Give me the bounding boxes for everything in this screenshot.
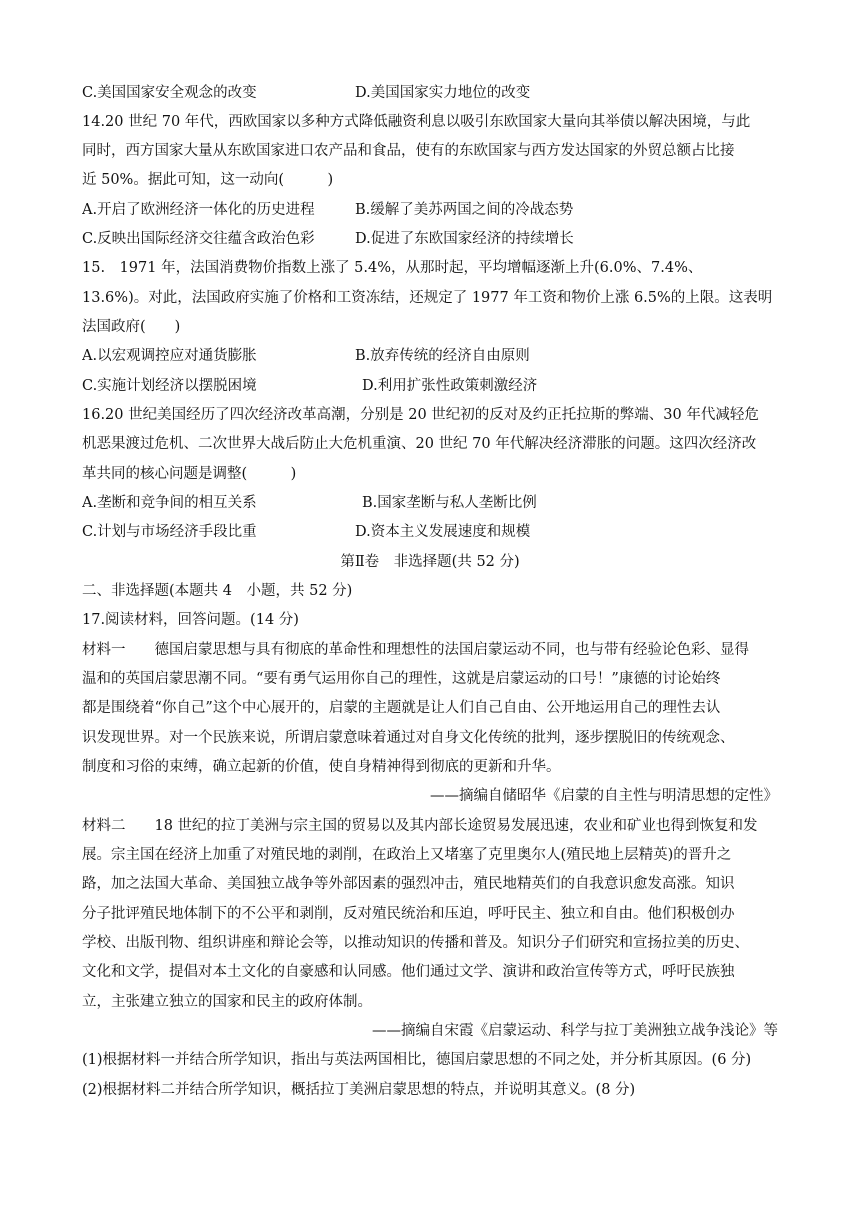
material2-line-2: 展。宗主国在经济上加重了对殖民地的剥削，在政治上又堵塞了克里奥尔人(殖民地上层精英)的晋升之 bbox=[82, 847, 732, 863]
material2-line-3: 路，加之法国大革命、美国独立战争等外部因素的强烈冲击，殖民地精英们的自我意识愈发高涨。知识 bbox=[82, 876, 735, 892]
q16-option-d: D.资本主义发展速度和规模 bbox=[355, 524, 531, 540]
q14-stem-line-3: 近 50%。据此可知，这一动向( ) bbox=[82, 172, 334, 188]
q14-option-b: B.缓解了美苏两国之间的冷战态势 bbox=[355, 202, 574, 218]
q17-subquestion-1: (1)根据材料一并结合所学知识，指出与英法两国相比，德国启蒙思想的不同之处，并分析其原因。(6 分) bbox=[82, 1052, 752, 1068]
material1-source: ——摘编自储昭华《启蒙的自主性与明清思想的定性》 bbox=[430, 788, 778, 804]
q16-option-a: A.垄断和竞争间的相互关系 bbox=[82, 495, 257, 511]
q15-option-a: A.以宏观调控应对通货膨胀 bbox=[82, 348, 257, 364]
q16-stem-line-1: 16.20 世纪美国经历了四次经济改革高潮，分别是 20 世纪初的反对及约正托拉斯的弊端、30 年代减轻危 bbox=[82, 407, 759, 423]
q15-option-c: C.实施计划经济以摆脱困境 bbox=[82, 378, 257, 394]
material1-line-4: 识发现世界。对一个民族来说，所谓启蒙意味着通过对自身文化传统的批判，逐步摆脱旧的传统观念、 bbox=[82, 730, 735, 746]
q17-title: 17.阅读材料，回答问题。(14 分) bbox=[82, 612, 299, 628]
q15-option-b: B.放弃传统的经济自由原则 bbox=[355, 348, 530, 364]
q14-option-c: C.反映出国际经济交往蕴含政治色彩 bbox=[82, 231, 315, 247]
q17-subquestion-2: (2)根据材料二并结合所学知识，概括拉丁美洲启蒙思想的特点，并说明其意义。(8 分) bbox=[82, 1082, 636, 1098]
q13-option-d: D.美国国家实力地位的改变 bbox=[355, 85, 531, 101]
q15-option-d: D.利用扩张性政策刺激经济 bbox=[362, 378, 538, 394]
q13-option-c: C.美国国家安全观念的改变 bbox=[82, 85, 257, 101]
q14-option-d: D.促进了东欧国家经济的持续增长 bbox=[355, 231, 574, 247]
material2-line-4: 分子批评殖民地体制下的不公平和剥削，反对殖民统治和压迫，呼吁民主、独立和自由。他们积极创办 bbox=[82, 906, 735, 922]
q14-stem-line-1: 14.20 世纪 70 年代，西欧国家以多种方式降低融资利息以吸引东欧国家大量向其举债以解决困境，与此 bbox=[82, 114, 751, 130]
material2-line-7: 立，主张建立独立的国家和民主的政府体制。 bbox=[82, 994, 372, 1010]
material1-line-3: 都是围绕着“你自己”这个中心展开的，启蒙的主题就是让人们自己自由、公开地运用自己的理性去认 bbox=[82, 700, 721, 716]
section2-heading: 二、非选择题(本题共 4 小题，共 52 分) bbox=[82, 583, 353, 599]
q15-stem-line-3: 法国政府( ) bbox=[82, 319, 181, 335]
q15-stem-line-1: 15. 1971 年，法国消费物价指数上涨了 5.4%，从那时起，平均增幅逐渐上升(6.0%、7.4%、 bbox=[82, 260, 703, 276]
material2-source: ——摘编自宋霞《启蒙运动、科学与拉丁美洲独立战争浅论》等 bbox=[372, 1023, 778, 1039]
q14-option-a: A.开启了欧洲经济一体化的历史进程 bbox=[82, 202, 315, 218]
material2-line-5: 学校、出版刊物、组织讲座和辩论会等，以推动知识的传播和普及。知识分子们研究和宣扬拉美的历史、 bbox=[82, 935, 749, 951]
material2-line-6: 文化和文学，提倡对本土文化的自豪感和认同感。他们通过文学、演讲和政治宣传等方式，呼吁民族独 bbox=[82, 964, 735, 980]
material1-line-2: 温和的英国启蒙思潮不同。“要有勇气运用你自己的理性，这就是启蒙运动的口号！”康德的讨论始终 bbox=[82, 671, 721, 687]
material1-line-5: 制度和习俗的束缚，确立起新的价值，使自身精神得到彻底的更新和升华。 bbox=[82, 759, 561, 775]
section2-title: 第Ⅱ卷 非选择题(共 52 分) bbox=[340, 554, 520, 570]
q16-option-c: C.计划与市场经济手段比重 bbox=[82, 524, 257, 540]
material1-line-1: 材料一 德国启蒙思想与具有彻底的革命性和理想性的法国启蒙运动不同，也与带有经验论色彩、显得 bbox=[82, 642, 749, 658]
q16-stem-line-2: 机恶果渡过危机、二次世界大战后防止大危机重演、20 世纪 70 年代解决经济滞胀的问题。这四次经济改 bbox=[82, 436, 757, 452]
q14-stem-line-2: 同时，西方国家大量从东欧国家进口农产品和食品，使有的东欧国家与西方发达国家的外贸总额占比接 bbox=[82, 143, 735, 159]
material2-line-1: 材料二 18 世纪的拉丁美洲与宗主国的贸易以及其内部长途贸易发展迅速，农业和矿业也得到恢复和发 bbox=[82, 818, 758, 834]
q15-stem-line-2: 13.6%)。对此，法国政府实施了价格和工资冻结，还规定了 1977 年工资和物价上涨 6.5%的上限。这表明 bbox=[82, 290, 773, 306]
q16-stem-line-3: 革共同的核心问题是调整( ) bbox=[82, 466, 297, 482]
q16-option-b: B.国家垄断与私人垄断比例 bbox=[362, 495, 537, 511]
